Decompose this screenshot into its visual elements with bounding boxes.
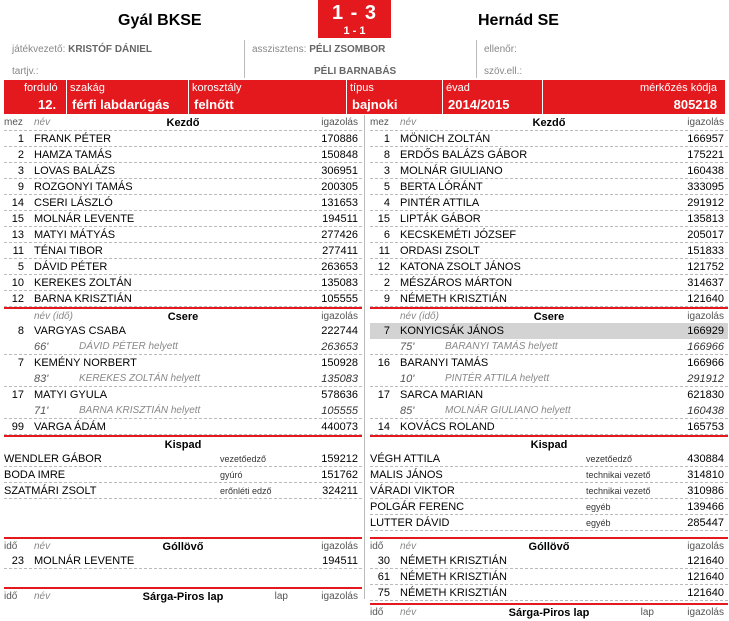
shirt-number: 11 (12, 245, 24, 257)
info-divider (66, 80, 67, 114)
half-time-score: 1 - 1 (343, 25, 366, 37)
round-label: forduló (24, 82, 58, 94)
away-team-column (370, 115, 728, 619)
card-header: lap (640, 607, 654, 618)
assistant1-name: PÉLI ZSOMBOR (309, 44, 386, 55)
player-name[interactable]: KATONA ZSOLT JÁNOS (400, 261, 521, 273)
assistant-line (252, 44, 385, 55)
player-row (4, 147, 362, 163)
player-name[interactable]: LIPTÁK GÁBOR (400, 213, 481, 225)
substitution-minute: 85' (400, 405, 415, 417)
license-number: 151833 (687, 245, 724, 257)
minute-header: idő (4, 541, 18, 552)
player-name[interactable]: MOLNÁR LEVENTE (34, 213, 135, 225)
player-row (370, 243, 728, 259)
shirt-number: 99 (11, 421, 24, 433)
staff-row (370, 467, 728, 483)
license-number: 430884 (687, 453, 724, 465)
starters-header (4, 115, 362, 131)
spacer (4, 499, 362, 537)
name-time-header: név (idő) (34, 311, 73, 322)
type-value: bajnoki (352, 97, 398, 112)
away-bench-list (370, 451, 728, 531)
replaced-license-number: 105555 (321, 405, 358, 417)
player-row (370, 211, 728, 227)
replaced-player-note: KEREKES ZOLTÁN helyett (79, 373, 200, 384)
staff-role: vezetőedző (220, 454, 267, 464)
player-name[interactable]: VARGYAS CSABA (34, 325, 126, 337)
substitution-minute: 71' (34, 405, 49, 417)
player-name[interactable]: HAMZA TAMÁS (34, 149, 112, 161)
minute-header: idő (370, 541, 384, 552)
license-header: igazolás (687, 607, 724, 618)
goal-minute: 75 (377, 587, 390, 599)
license-number: 121752 (687, 261, 724, 273)
shirt-number: 12 (377, 261, 390, 273)
shirt-number: 11 (378, 245, 390, 257)
staff-role: erőnléti edző (220, 486, 272, 496)
license-number: 263653 (321, 261, 358, 273)
player-row (370, 291, 728, 307)
name-header: név (400, 607, 417, 618)
substitute-row (370, 419, 728, 435)
player-name[interactable]: VARGA ÁDÁM (34, 421, 106, 433)
away-scorers-list (370, 553, 728, 601)
player-name[interactable]: MATYI MÁTYÁS (34, 229, 116, 241)
cards-title: Sárga-Piros lap (142, 591, 224, 603)
starters-title: Kezdő (166, 117, 200, 129)
match-code-value: 805218 (673, 97, 717, 112)
player-row (4, 131, 362, 147)
replaced-player-note: BARANYI TAMÁS helyett (445, 341, 558, 352)
name-time-header: név (idő) (400, 311, 439, 322)
player-row (4, 291, 362, 307)
player-row (4, 259, 362, 275)
name-header: név (400, 541, 417, 552)
staff-name[interactable]: POLGÁR FERENC (370, 501, 465, 513)
player-row (370, 179, 728, 195)
goal-row (370, 585, 728, 601)
license-number: 277411 (322, 245, 358, 257)
player-name[interactable]: PINTÉR ATTILA (400, 197, 480, 209)
cards-header (370, 603, 728, 619)
goal-minute: 23 (11, 555, 24, 567)
substitute-row (370, 355, 728, 371)
staff-row (370, 483, 728, 499)
license-number: 159212 (321, 453, 358, 465)
player-name[interactable]: DÁVID PÉTER (34, 261, 108, 273)
license-header: igazolás (321, 541, 358, 552)
player-name[interactable]: BARNA KRISZTIÁN (34, 293, 132, 305)
player-name[interactable]: BARANYI TAMÁS (400, 357, 489, 369)
substitution-detail-row (4, 371, 362, 387)
player-row (4, 195, 362, 211)
officials-divider (476, 40, 477, 78)
license-number: 285447 (687, 517, 724, 529)
player-name[interactable]: KECSKEMÉTI JÓZSEF (400, 229, 517, 241)
player-row (4, 163, 362, 179)
staff-row (4, 483, 362, 499)
shirt-number: 3 (17, 165, 24, 177)
substitution-minute: 75' (400, 341, 415, 353)
age-group-value: felnőtt (194, 97, 234, 112)
license-number: 121640 (687, 571, 724, 583)
player-name[interactable]: NÉMETH KRISZTIÁN (400, 293, 507, 305)
shirt-number-header: mez (4, 117, 23, 128)
substitute-row (4, 355, 362, 371)
season-value: 2014/2015 (448, 97, 510, 112)
replaced-license-number: 263653 (321, 341, 358, 353)
subs-title: Csere (167, 311, 199, 323)
shirt-number: 1 (17, 133, 24, 145)
bench-header (4, 435, 362, 451)
player-name[interactable]: ROZGONYI TAMÁS (34, 181, 133, 193)
replaced-player-note: MOLNÁR GIULIANO helyett (445, 405, 571, 416)
home-scorers-list (4, 553, 362, 569)
subs-title: Csere (533, 311, 565, 323)
shirt-number: 17 (377, 389, 390, 401)
reserve-referee-label: tartjv.: (12, 66, 39, 77)
staff-role: egyéb (586, 502, 611, 512)
license-header: igazolás (321, 117, 358, 128)
staff-name[interactable]: WENDLER GÁBOR (4, 453, 102, 465)
shirt-number: 8 (383, 149, 390, 161)
player-name[interactable]: KEREKES ZOLTÁN (34, 277, 132, 289)
shirt-number: 4 (383, 197, 390, 209)
license-number: 277426 (321, 229, 358, 241)
replaced-license-number: 160438 (687, 405, 724, 417)
staff-name[interactable]: VÁRADI VIKTOR (370, 485, 455, 497)
shirt-number: 6 (383, 229, 390, 241)
license-header: igazolás (321, 311, 358, 322)
staff-name[interactable]: LUTTER DÁVID (370, 517, 450, 529)
starters-title: Kezdő (532, 117, 566, 129)
license-number: 621830 (687, 389, 724, 401)
goal-row (4, 553, 362, 569)
player-name[interactable]: ORDASI ZSOLT (400, 245, 480, 257)
info-divider (188, 80, 189, 114)
player-name[interactable]: MÖNICH ZOLTÁN (400, 133, 491, 145)
shirt-number: 15 (11, 213, 24, 225)
license-number: 135083 (321, 277, 358, 289)
shirt-number: 9 (17, 181, 24, 193)
home-team-name[interactable]: Gyál BKSE (118, 12, 202, 29)
license-number: 105555 (321, 293, 358, 305)
scorers-header (370, 537, 728, 553)
officials-panel (0, 38, 729, 80)
license-number: 150928 (321, 357, 358, 369)
subs-header (370, 307, 728, 323)
scorers-title: Góllövő (162, 541, 204, 553)
license-number: 200305 (321, 181, 358, 193)
shirt-number: 12 (11, 293, 24, 305)
substitution-minute: 10' (400, 373, 415, 385)
match-header (0, 0, 729, 36)
player-name[interactable]: SARCA MARIAN (400, 389, 484, 401)
player-name[interactable]: TÉNAI TIBOR (34, 245, 103, 257)
license-number: 131653 (321, 197, 358, 209)
shirt-number: 14 (377, 421, 390, 433)
scorer-name[interactable]: NÉMETH KRISZTIÁN (400, 555, 507, 567)
shirt-number: 8 (17, 325, 24, 337)
shirt-number: 1 (383, 133, 390, 145)
shirt-number: 14 (11, 197, 24, 209)
shirt-number: 9 (383, 293, 390, 305)
license-number: 440073 (321, 421, 358, 433)
spacer (4, 569, 362, 587)
player-name[interactable]: ERDŐS BALÁZS GÁBOR (400, 149, 528, 161)
column-divider (364, 115, 365, 599)
license-number: 314810 (687, 469, 724, 481)
shirt-number-header: mez (370, 117, 389, 128)
name-header: név (34, 591, 51, 602)
referee-line (12, 44, 152, 55)
license-number: 165753 (687, 421, 724, 433)
score-box (318, 0, 391, 38)
scorer-name[interactable]: MOLNÁR LEVENTE (34, 555, 135, 567)
player-row (370, 195, 728, 211)
goal-row (370, 553, 728, 569)
staff-role: vezetőedző (586, 454, 633, 464)
license-number: 314637 (687, 277, 724, 289)
license-number: 166957 (687, 133, 724, 145)
referee-label: játékvezető: (12, 44, 66, 55)
player-name[interactable]: MOLNÁR GIULIANO (400, 165, 503, 177)
substitution-minute: 83' (34, 373, 49, 385)
license-number: 135813 (687, 213, 724, 225)
minute-header: idő (4, 591, 18, 602)
staff-name[interactable]: SZATMÁRI ZSOLT (4, 485, 97, 497)
license-number: 121640 (687, 555, 724, 567)
player-row (4, 275, 362, 291)
player-name[interactable]: MÉSZÁROS MÁRTON (400, 277, 513, 289)
referee-name: KRISTÓF DÁNIEL (68, 44, 153, 55)
info-divider (542, 80, 543, 114)
license-number: 222744 (321, 325, 358, 337)
away-team-name[interactable]: Hernád SE (478, 12, 559, 29)
bench-title: Kispad (164, 439, 202, 451)
player-row (370, 259, 728, 275)
season-label: évad (446, 82, 470, 94)
license-header: igazolás (687, 311, 724, 322)
player-name[interactable]: KEMÉNY NORBERT (34, 357, 137, 369)
player-name[interactable]: BERTA LÓRÁNT (400, 181, 483, 193)
license-number: 306951 (321, 165, 358, 177)
substitution-detail-row (370, 371, 728, 387)
starters-header (370, 115, 728, 131)
card-header: lap (274, 591, 288, 602)
substitute-row (4, 387, 362, 403)
license-header: igazolás (321, 591, 358, 602)
federation-controller-label: szöv.ell.: (484, 66, 523, 77)
scorers-title: Góllövő (528, 541, 570, 553)
player-row (4, 227, 362, 243)
license-number: 139466 (687, 501, 724, 513)
replaced-license-number: 166966 (687, 341, 724, 353)
license-number: 291912 (687, 197, 724, 209)
player-row (370, 147, 728, 163)
type-label: típus (350, 82, 374, 94)
controller-label: ellenőr: (484, 44, 517, 55)
shirt-number: 10 (11, 277, 24, 289)
license-number: 194511 (322, 555, 358, 567)
replaced-license-number: 135083 (321, 373, 358, 385)
player-name[interactable]: KONYICSÁK JÁNOS (400, 325, 504, 337)
player-row (370, 131, 728, 147)
shirt-number: 13 (11, 229, 24, 241)
staff-role: egyéb (586, 518, 611, 528)
license-number: 194511 (322, 213, 358, 225)
shirt-number: 16 (377, 357, 390, 369)
cards-header (4, 587, 362, 603)
license-number: 578636 (321, 389, 358, 401)
name-header: név (34, 541, 51, 552)
home-subs-list (4, 323, 362, 435)
staff-row (370, 451, 728, 467)
staff-row (370, 499, 728, 515)
bench-header (370, 435, 728, 451)
substitution-detail-row (4, 339, 362, 355)
player-row (4, 179, 362, 195)
license-number: 333095 (687, 181, 724, 193)
assistant2-line (314, 66, 396, 77)
license-number: 170886 (321, 133, 358, 145)
staff-name[interactable]: BODA IMRE (4, 469, 66, 481)
license-header: igazolás (687, 117, 724, 128)
shirt-number: 17 (11, 389, 24, 401)
match-info-bar (4, 80, 725, 114)
license-number: 310986 (687, 485, 724, 497)
staff-name[interactable]: VÉGH ATTILA (370, 453, 441, 465)
bench-title: Kispad (530, 439, 568, 451)
goal-minute: 61 (377, 571, 390, 583)
age-group-label: korosztály (192, 82, 242, 94)
player-name[interactable]: CSERI LÁSZLÓ (34, 197, 113, 209)
player-name[interactable]: MATYI GYULA (34, 389, 108, 401)
branch-label: szakág (70, 82, 105, 94)
shirt-number: 2 (383, 277, 390, 289)
name-header: név (400, 117, 417, 128)
player-row (370, 227, 728, 243)
officials-divider (244, 40, 245, 78)
minute-header: idő (370, 607, 384, 618)
assistant2-name: PÉLI BARNABÁS (314, 66, 397, 77)
player-row (4, 211, 362, 227)
shirt-number: 7 (383, 325, 390, 337)
player-row (4, 243, 362, 259)
license-number: 324211 (322, 485, 358, 497)
license-number: 160438 (687, 165, 724, 177)
scorer-name[interactable]: NÉMETH KRISZTIÁN (400, 571, 507, 583)
subs-header (4, 307, 362, 323)
player-row (370, 275, 728, 291)
license-number: 166966 (687, 357, 724, 369)
round-value: 12. (38, 97, 57, 112)
substitution-detail-row (370, 339, 728, 355)
shirt-number: 2 (17, 149, 24, 161)
staff-row (370, 515, 728, 531)
replaced-player-note: BARNA KRISZTIÁN helyett (79, 405, 201, 416)
replaced-license-number: 291912 (687, 373, 724, 385)
goal-minute: 30 (377, 555, 390, 567)
substitute-row (370, 323, 728, 339)
shirt-number: 7 (17, 357, 24, 369)
license-number: 166929 (687, 325, 724, 337)
player-name[interactable]: FRANK PÉTER (34, 133, 112, 145)
shirt-number: 5 (383, 181, 390, 193)
shirt-number: 5 (17, 261, 24, 273)
staff-name[interactable]: MALIS JÁNOS (370, 469, 443, 481)
substitute-row (370, 387, 728, 403)
home-team-column (4, 115, 362, 603)
scorers-header (4, 537, 362, 553)
name-header: név (34, 117, 51, 128)
away-starters-list (370, 131, 728, 307)
player-row (370, 163, 728, 179)
scorer-name[interactable]: NÉMETH KRISZTIÁN (400, 587, 507, 599)
license-number: 151762 (321, 469, 358, 481)
license-number: 205017 (687, 229, 724, 241)
shirt-number: 15 (377, 213, 390, 225)
player-name[interactable]: LOVAS BALÁZS (34, 165, 116, 177)
staff-row (4, 451, 362, 467)
license-header: igazolás (687, 541, 724, 552)
substitute-row (4, 419, 362, 435)
assistant-label: asszisztens: (252, 44, 307, 55)
replaced-player-note: PINTÉR ATTILA helyett (445, 373, 550, 384)
match-code-label: mérkőzés kódja (639, 82, 717, 94)
home-bench-list (4, 451, 362, 499)
substitution-detail-row (370, 403, 728, 419)
player-name[interactable]: KOVÁCS ROLAND (400, 421, 495, 433)
shirt-number: 3 (383, 165, 390, 177)
license-number: 121640 (687, 587, 724, 599)
substitute-row (4, 323, 362, 339)
license-number: 175221 (687, 149, 724, 161)
staff-role: technikai vezető (586, 470, 651, 480)
license-number: 150848 (321, 149, 358, 161)
substitution-minute: 66' (34, 341, 49, 353)
info-divider (346, 80, 347, 114)
staff-role: gyúró (220, 470, 243, 480)
branch-value: férfi labdarúgás (72, 97, 170, 112)
staff-role: technikai vezető (586, 486, 651, 496)
goal-row (370, 569, 728, 585)
cards-title: Sárga-Piros lap (508, 607, 590, 619)
home-starters-list (4, 131, 362, 307)
info-divider (442, 80, 443, 114)
staff-row (4, 467, 362, 483)
final-score: 1 - 3 (331, 2, 378, 24)
replaced-player-note: DÁVID PÉTER helyett (79, 341, 178, 352)
substitution-detail-row (4, 403, 362, 419)
license-number: 121640 (687, 293, 724, 305)
away-subs-list (370, 323, 728, 435)
